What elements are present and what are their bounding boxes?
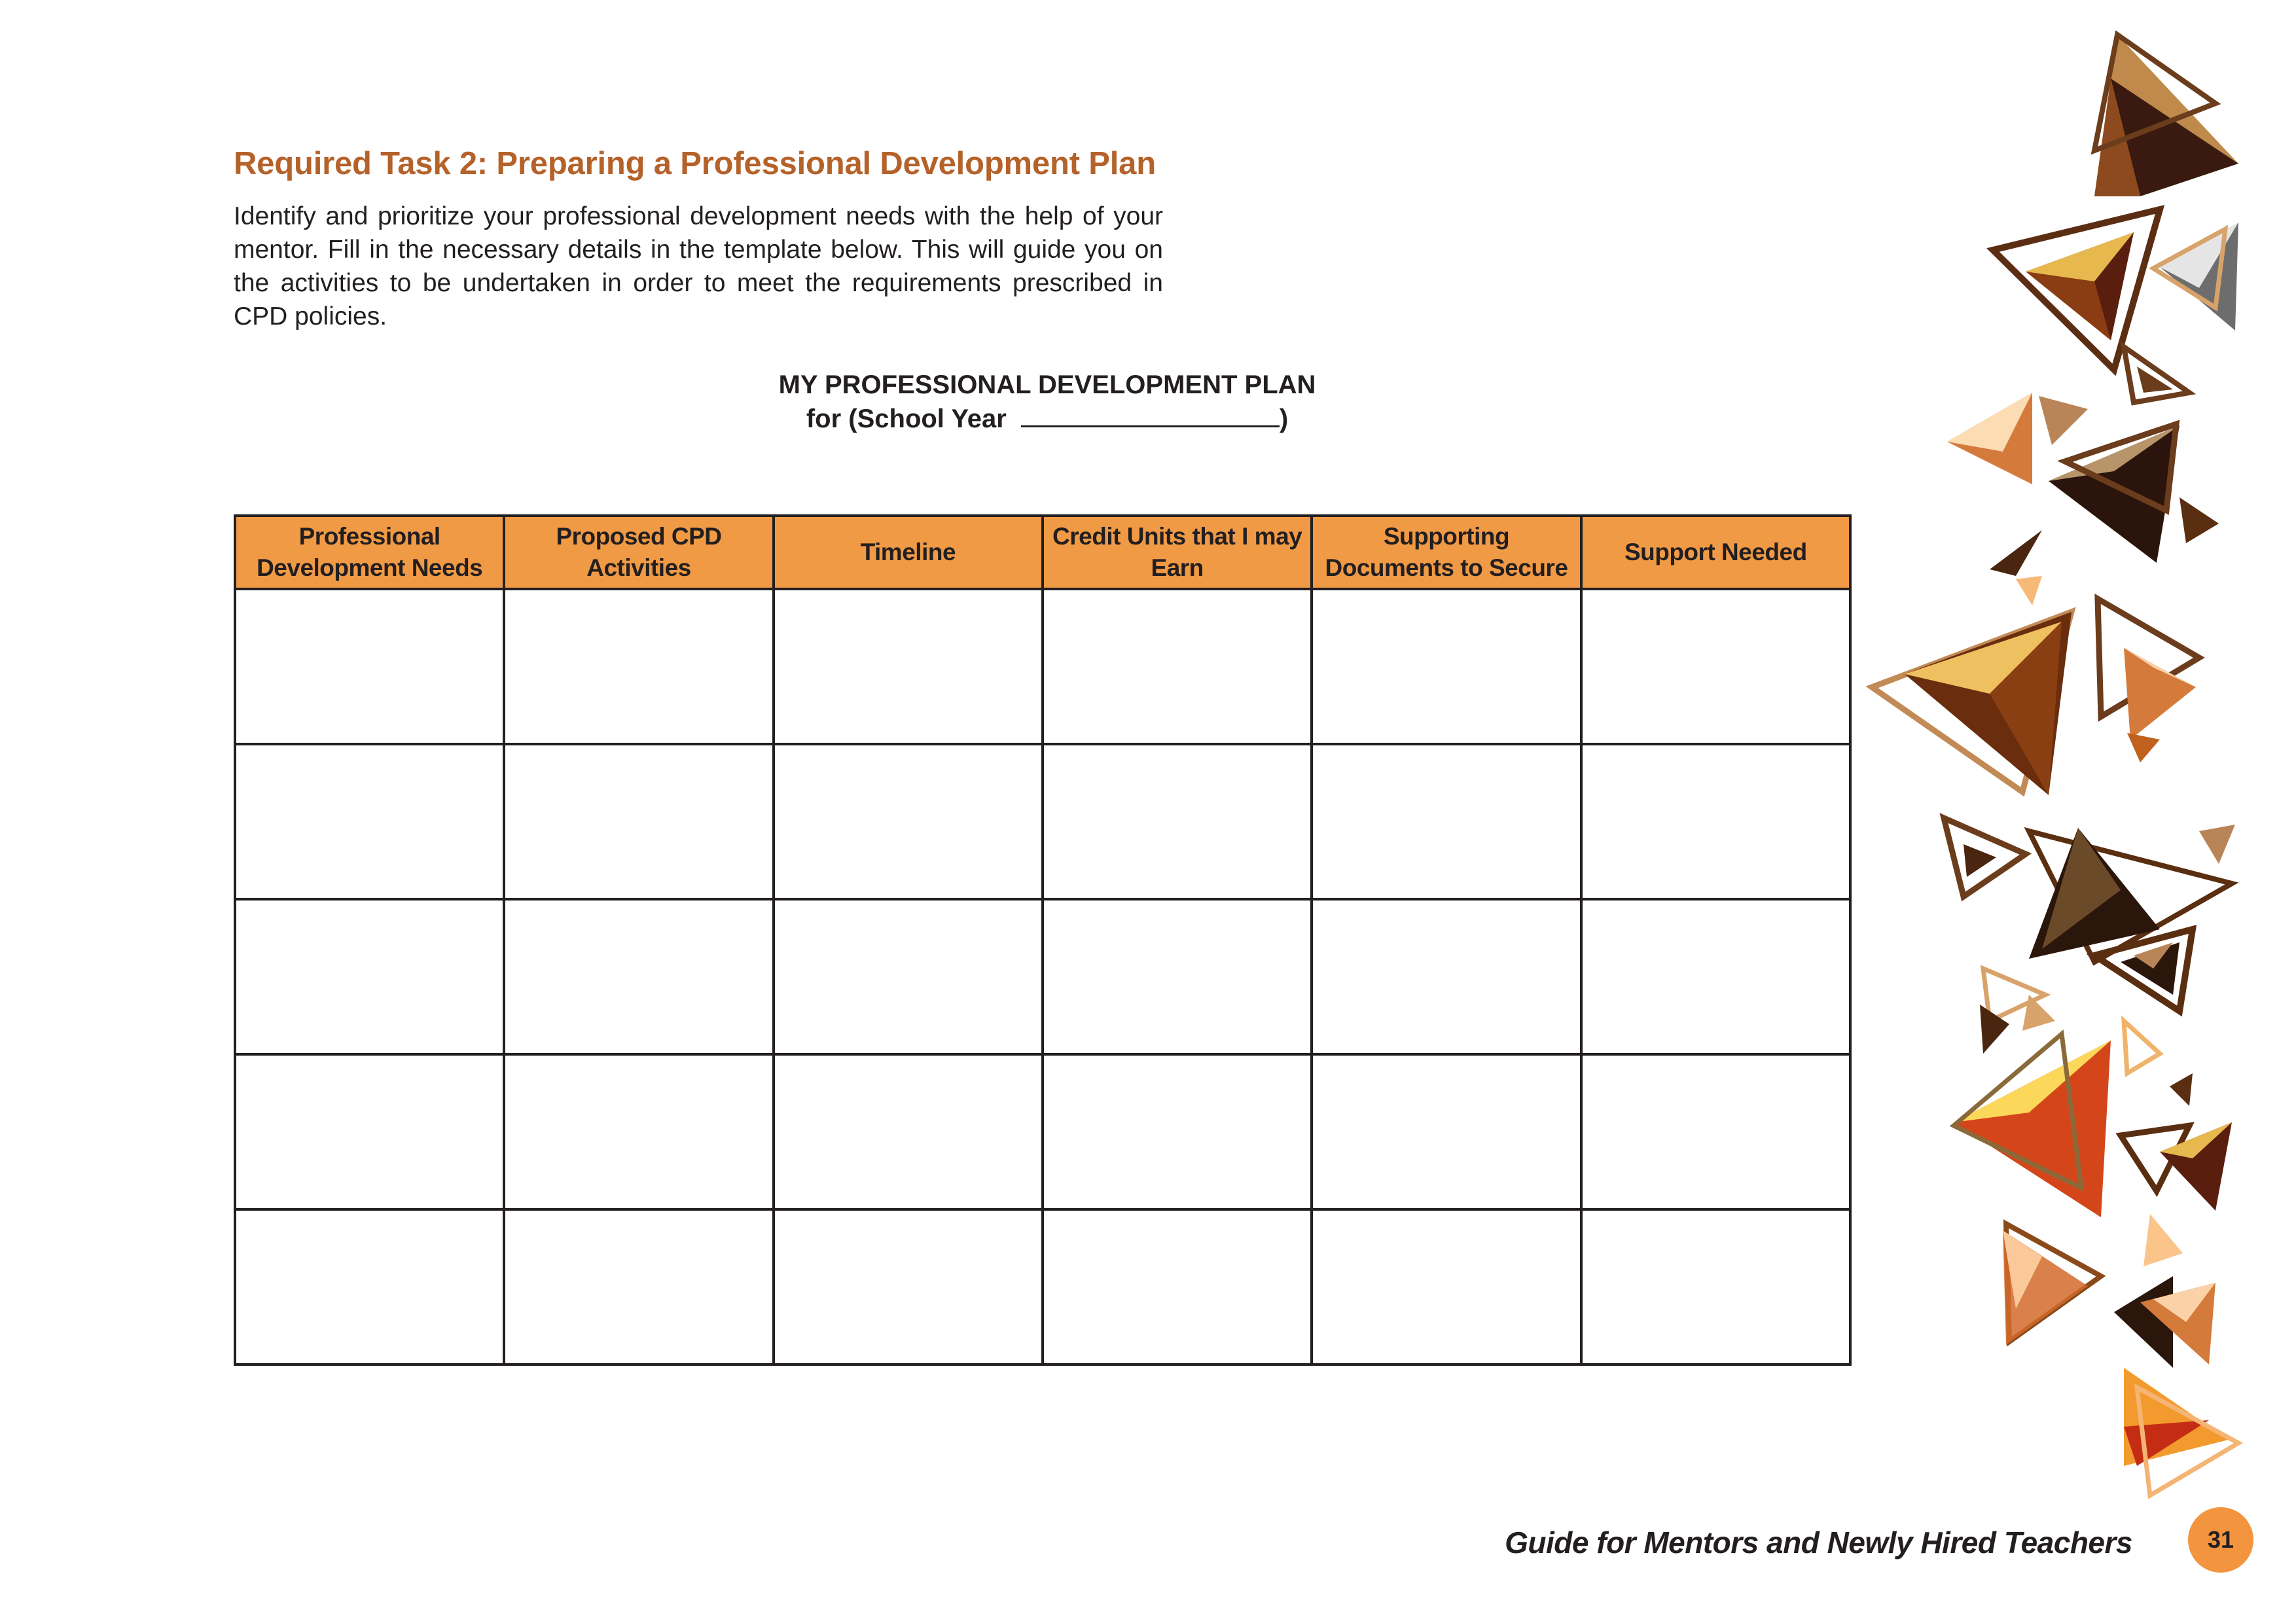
table-cell[interactable]: [235, 899, 504, 1054]
school-year-blank[interactable]: [1021, 403, 1280, 427]
table-cell[interactable]: [774, 1054, 1043, 1209]
table-header-row: [235, 516, 1850, 589]
table-cell[interactable]: [774, 899, 1043, 1054]
plan-heading: [720, 368, 1374, 436]
plan-subtitle: [720, 402, 1374, 436]
column-header: Proposed CPD Activities: [504, 516, 773, 589]
pd-plan-table: [234, 514, 1852, 1366]
task-title: Required Task 2: Preparing a Professional Development Plan: [234, 146, 1156, 181]
column-header: Timeline: [774, 516, 1043, 589]
column-header: Supporting Documents to Secure: [1312, 516, 1581, 589]
intro-paragraph: Identify and prioritize your professional development needs with the help of your mentor. Fill in the necessary details in the template below. This will guide you on the activities to be undertaken in order to meet the requirements prescribed in CPD policies.: [234, 202, 1163, 330]
table-cell[interactable]: [1581, 899, 1850, 1054]
column-header: Support Needed: [1581, 516, 1850, 589]
table-cell[interactable]: [1043, 744, 1312, 899]
table-row: [235, 899, 1850, 1054]
table-cell[interactable]: [1312, 1054, 1581, 1209]
table-cell[interactable]: [504, 899, 773, 1054]
table-cell[interactable]: [235, 1054, 504, 1209]
table-cell[interactable]: [504, 1209, 773, 1364]
table-row: [235, 1209, 1850, 1364]
table-cell[interactable]: [1312, 1209, 1581, 1364]
table-row: [235, 589, 1850, 744]
table-cell[interactable]: [1581, 1209, 1850, 1364]
table-cell[interactable]: [1043, 1209, 1312, 1364]
column-header: Credit Units that I may Earn: [1043, 516, 1312, 589]
table-cell[interactable]: [1043, 589, 1312, 744]
table-cell[interactable]: [1043, 899, 1312, 1054]
triangle-pattern-icon: [1833, 0, 2296, 1623]
table-cell[interactable]: [1581, 589, 1850, 744]
table-cell[interactable]: [1581, 1054, 1850, 1209]
table-cell[interactable]: [774, 1209, 1043, 1364]
table-cell[interactable]: [1312, 899, 1581, 1054]
table-cell[interactable]: [1312, 744, 1581, 899]
table-cell[interactable]: [504, 1054, 773, 1209]
plan-subtitle-prefix: for (School Year: [806, 404, 1007, 433]
guide-title: Guide for Mentors and Newly Hired Teachers: [1505, 1525, 2132, 1560]
table-cell[interactable]: [1312, 589, 1581, 744]
table-cell[interactable]: [235, 589, 504, 744]
table-body: [235, 589, 1850, 1364]
table-cell[interactable]: [1043, 1054, 1312, 1209]
plan-title: MY PROFESSIONAL DEVELOPMENT PLAN: [778, 370, 1316, 399]
table-cell[interactable]: [235, 744, 504, 899]
table-cell[interactable]: [774, 589, 1043, 744]
table-cell[interactable]: [774, 744, 1043, 899]
plan-subtitle-suffix: ): [1279, 404, 1289, 433]
column-header: Professional Development Needs: [235, 516, 504, 589]
table-cell[interactable]: [235, 1209, 504, 1364]
table-row: [235, 1054, 1850, 1209]
page-number-badge: 31: [2188, 1507, 2253, 1573]
table-cell[interactable]: [504, 744, 773, 899]
table-cell[interactable]: [504, 589, 773, 744]
table-cell[interactable]: [1581, 744, 1850, 899]
table-row: [235, 744, 1850, 899]
